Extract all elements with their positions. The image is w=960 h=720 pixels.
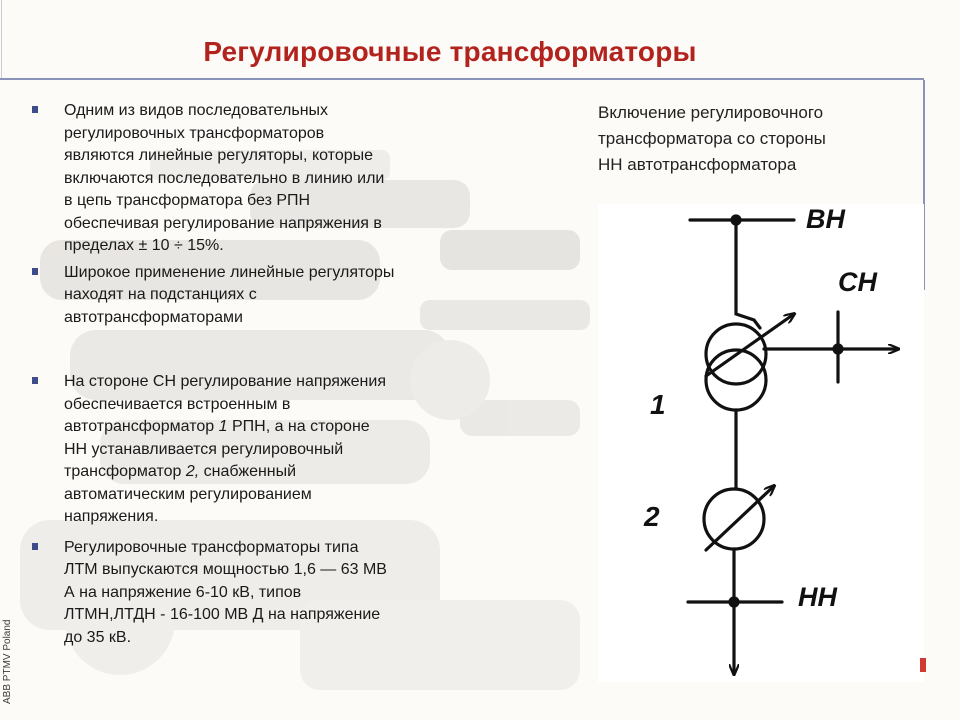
label-vn: ВН	[806, 204, 845, 234]
bullet-line: находят на подстанциях с	[64, 286, 257, 303]
bullet-line: ЛТМ выпускаются мощностью 1,6 — 63 МВ	[64, 561, 387, 578]
bullet-line: трансформатор	[64, 463, 186, 480]
sn-node	[834, 345, 842, 353]
label-nn: НН	[798, 582, 837, 612]
caption-line: НН автотрансформатора	[598, 155, 797, 174]
label-1: 1	[650, 389, 666, 420]
bullet-line: А на напряжение 6-10 кВ, типов	[64, 583, 302, 601]
bullet-line: Широкое применение линейные регуляторы	[64, 263, 395, 281]
bullet-line: до 35 кВ.	[64, 628, 132, 646]
bullet-line: регулировочных трансформаторов	[64, 124, 325, 142]
bullet-line: РПН, а на стороне	[227, 418, 370, 435]
bullet-item	[30, 100, 470, 258]
side-credit: ABB PTMV Poland	[2, 619, 13, 704]
bullet-line: Регулировочные трансформаторы типа	[64, 538, 359, 556]
regulating-transformer	[704, 489, 764, 549]
square-bullet-icon	[32, 268, 38, 275]
square-bullet-icon	[32, 106, 38, 113]
autotransformer-winding-lower	[706, 350, 766, 410]
square-bullet-icon	[32, 377, 38, 384]
bullet-line: снабженный	[199, 463, 297, 480]
header-divider	[0, 78, 924, 80]
bullet-line: обеспечивая регулирование напряжения в	[64, 214, 382, 232]
autotransformer-regulator-arrow	[706, 314, 794, 376]
caption-line: трансформатора со стороны	[598, 129, 826, 148]
bullet-line: обеспечивается встроенным в	[64, 395, 291, 413]
label-sn: СН	[838, 267, 877, 297]
bullet-line: в цепь трансформатора без РПН	[64, 192, 311, 209]
bullet-line: Одним из видов последовательных	[64, 102, 329, 119]
bullet-line: автотрансформатор	[64, 418, 219, 435]
diagram-caption	[598, 100, 918, 178]
bullet-list	[30, 100, 470, 649]
bullet-line: автоматическим регулированием	[64, 485, 312, 503]
bullet-line: ЛТМН,ЛТДН - 16-100 МВ Д на напряжение	[64, 606, 381, 623]
bullet-line: автотрансформаторами	[64, 308, 243, 326]
bullet-line: включаются последовательно в линию или	[64, 169, 385, 187]
bullet-item	[30, 537, 470, 650]
bullet-line: НН устанавливается регулировочный	[64, 440, 344, 458]
bullet-line: пределах ± 10 ÷ 15%.	[64, 237, 224, 254]
label-2: 2	[644, 501, 660, 532]
caption-line: Включение регулировочного	[598, 103, 824, 122]
bullet-line: напряжения.	[64, 508, 159, 525]
bullet-number: 1	[218, 418, 228, 435]
bullet-item	[30, 371, 470, 529]
nn-node	[730, 598, 738, 606]
bullet-number: 2,	[185, 463, 200, 480]
corner-accent	[920, 658, 926, 672]
bullet-line: являются линейные регуляторы, которые	[64, 147, 374, 164]
circuit-diagram-panel	[598, 204, 924, 682]
circuit-diagram	[598, 204, 924, 682]
bullet-line: На стороне СН регулирование напряжения	[64, 373, 386, 390]
slide-title: Регулировочные трансформаторы	[203, 36, 697, 67]
square-bullet-icon	[32, 543, 38, 550]
bullet-item	[30, 262, 470, 330]
